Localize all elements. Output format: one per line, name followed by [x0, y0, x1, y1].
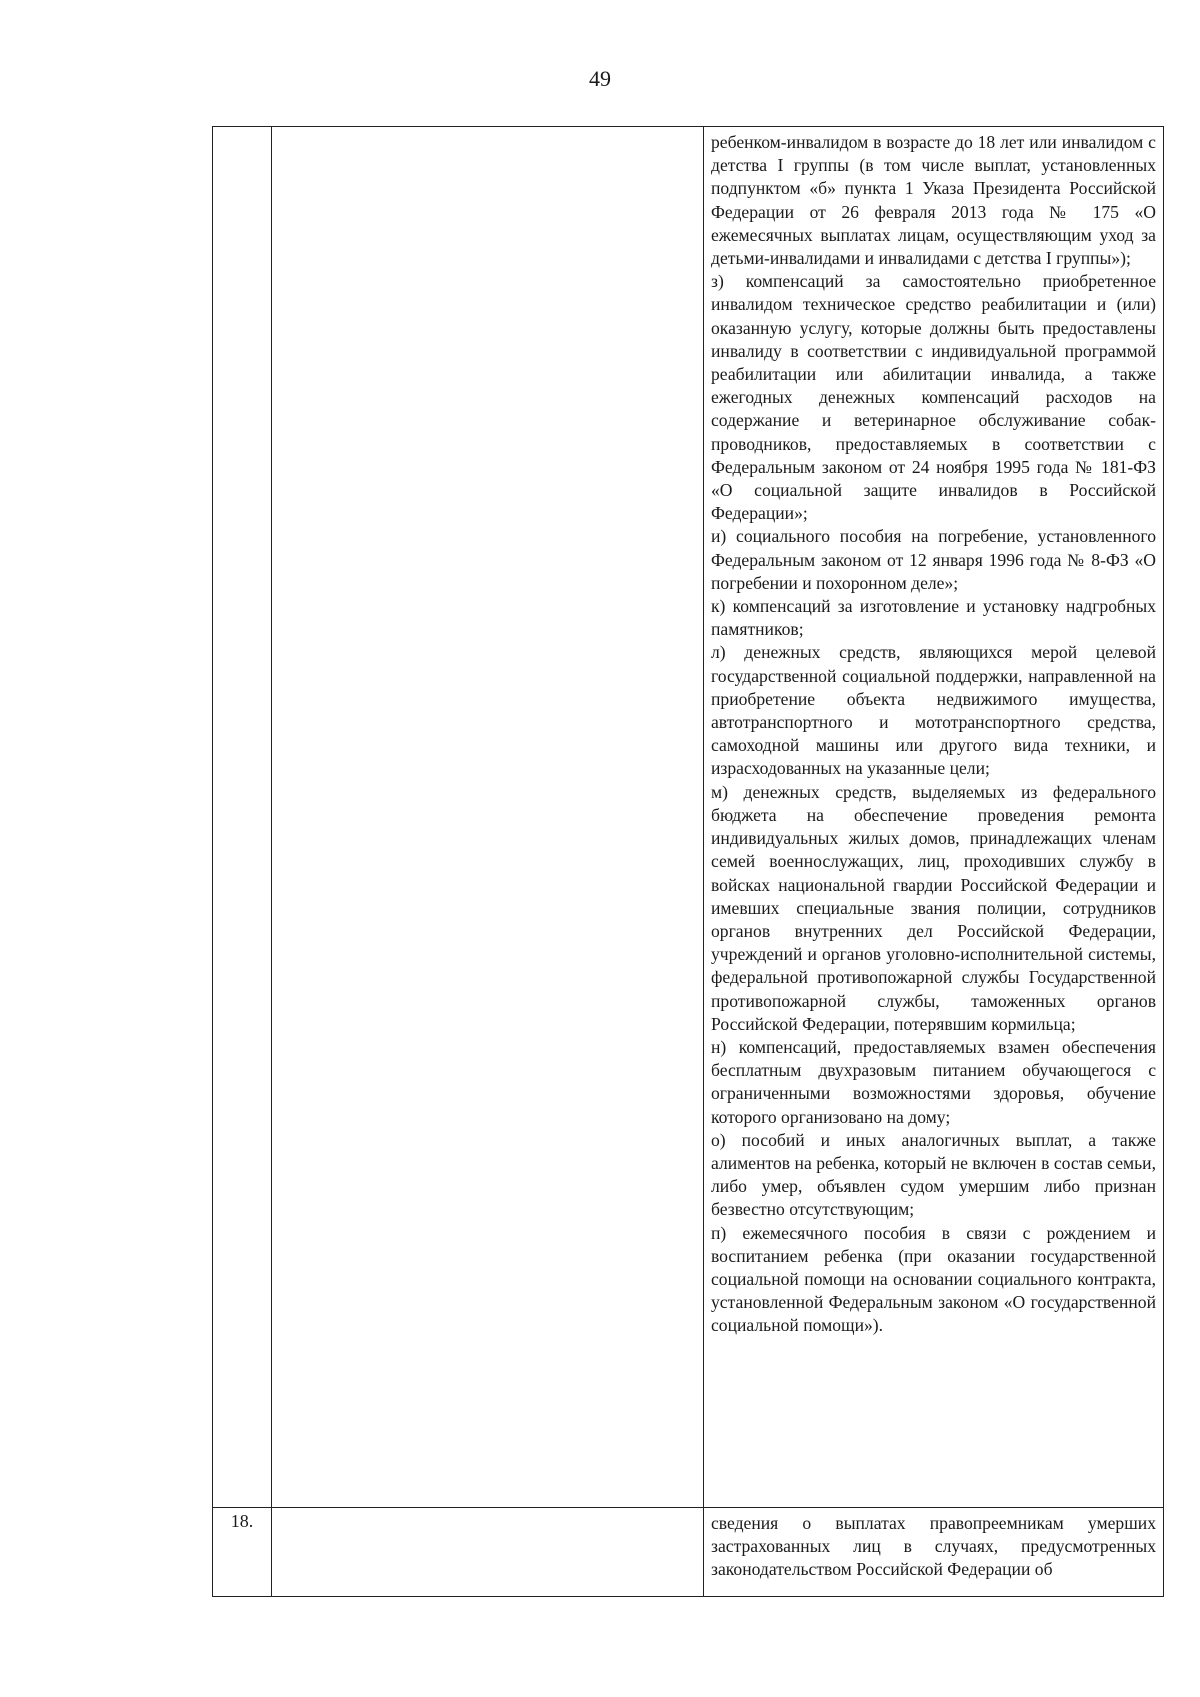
paragraph-item-18: сведения о выплатах правопреемникам умерших застрахованных лиц в случаях, предусмотренных законодательством Российской Федерации об: [711, 1513, 1156, 1580]
table-row: [213, 1508, 1164, 1597]
table-row: [213, 127, 1164, 1508]
row-middle-cell: [272, 1508, 704, 1597]
paragraph-item-o: о) пособий и иных аналогичных выплат, а также алиментов на ребенка, который не включен в состав семьи, либо умер, объявлен судом умершим либо признан безвестно отсутствующим;: [711, 1129, 1156, 1220]
row-text-cell: [704, 127, 1164, 1508]
row-text-cell: [704, 1508, 1164, 1597]
document-table: [212, 126, 1164, 1597]
paragraph-item-z: з) компенсаций за самостоятельно приобретенное инвалидом техническое средство реабилитации и (или) оказанную услугу, которые должны быть предоставлены инвалиду в соответствии с индивидуальной программой реабилитации или абилитации инвалида, а также ежегодных денежных компенсаций расходов на содержание и ветеринарное обслуживание собак-проводников, предоставляемых в соответствии с Федеральным законом от 24 ноября 1995 года № 181-ФЗ «О социальной защите инвалидов в Российской Федерации»;: [711, 271, 1156, 524]
paragraph-item-l: л) денежных средств, являющихся мерой целевой государственной социальной поддержки, направленной на приобретение объекта недвижимого имущества, автотранспортного и мототранспортного средства, самоходной машины или другого вида техники, и израсходованных на указанные цели;: [711, 642, 1156, 779]
row-middle-cell: [272, 127, 704, 1508]
page-number: 49: [589, 66, 611, 91]
paragraph-item-k: к) компенсаций за изготовление и установку надгробных памятников;: [711, 596, 1156, 640]
paragraph-item-m: м) денежных средств, выделяемых из федерального бюджета на обеспечение проведения ремонта индивидуальных жилых домов, принадлежащих членам семей военнослужащих, лиц, проходивших службу в войсках национальной гвардии Российской Федерации и имевших специальные звания полиции, сотрудников органов внутренних дел Российской Федерации, учреждений и органов уголовно-исполнительной системы, федеральной противопожарной службы Государственной противопожарной службы, таможенных органов Российской Федерации, потерявшим кормильца;: [711, 781, 1156, 1034]
paragraph-item-p: п) ежемесячного пособия в связи с рождением и воспитанием ребенка (при оказании государственной социальной помощи на основании социального контракта, установленной Федеральным законом «О государственной социальной помощи»).: [711, 1222, 1156, 1336]
row-number-cell: [213, 127, 272, 1508]
row-number-cell: 18.: [213, 1508, 272, 1597]
paragraph-item-i: и) социального пособия на погребение, установленного Федеральным законом от 12 января 1996 года № 8-ФЗ «О погребении и похоронном деле»;: [711, 526, 1156, 593]
paragraph-continuation: ребенком-инвалидом в возрасте до 18 лет или инвалидом с детства I группы (в том числе выплат, установленных подпунктом «б» пункта 1 Указа Президента Российской Федерации от 26 февраля 2013 года № 175 «О ежемесячных выплатах лицам, осуществляющим уход за детьми-инвалидами и инвалидами с детства I группы»);: [711, 132, 1156, 269]
paragraph-item-n: н) компенсаций, предоставляемых взамен обеспечения бесплатным двухразовым питанием обучающегося с ограниченными возможностями здоровья, обучение которого организовано на дому;: [711, 1036, 1156, 1127]
